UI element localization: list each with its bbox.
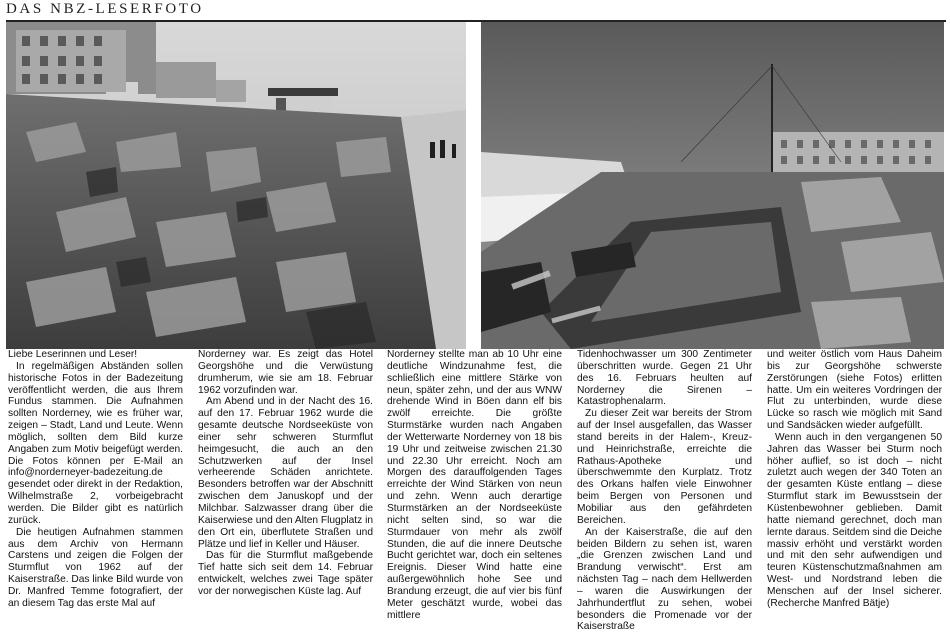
photo-right-image	[481, 22, 944, 349]
article-column-1	[8, 349, 183, 637]
article-paragraph: Tidenhochwasser um 300 Zentimeter überschritten wurde. Gegen 21 Uhr des 16. Februars heulten auf Norderney die Sirenen – Katastrophenalarm.	[577, 349, 752, 408]
photo-left	[6, 22, 466, 349]
article-column-3	[387, 349, 562, 637]
article-paragraph: Am Abend und in der Nacht des 16. auf den 17. Februar 1962 wurde die gesamte deutsche Nordseeküste von einer sehr schweren Sturmflut heimgesucht, die auch an den Schutzwerken auf der Insel verheerende Schäden anrichtete. Besonders betroffen war der Abschnitt zwischen dem Januskopf und der Milchbar. Salzwasser drang über die Kaiserwiese und den Alten Flugplatz in den Ort ein, überflutete Straßen und Plätze und lief in Keller und Häuser.	[198, 396, 373, 550]
article-salutation: Liebe Leserinnen und Leser!	[8, 349, 138, 360]
article-paragraph: Zu dieser Zeit war bereits der Strom auf der Insel ausgefallen, das Wasser stand bereits in der Halem-, Kreuz- und Heinrichstraße, erreichte die Rathaus-Apotheke und überschwemmte den Kurplatz. Trotz des Orkans halfen viele Einwohner beim Bergen von Personen und Mobiliar aus den gefährdeten Bereichen.	[577, 408, 752, 526]
article-paragraph: und weiter östlich vom Haus Daheim bis zur Georgshöhe schwerste Zerstörungen (siehe Fotos) erlitten hatte. Um ein weiteres Vordringen der Flut zu unterbinden, wurde diese Lücke so rasch wie möglich mit Sand und Sandsäcken wieder aufgefüllt.	[767, 349, 942, 432]
article-paragraph: In regelmäßigen Abständen sollen historische Fotos in der Badezeitung veröffentlicht werden, die aus Ihrem Fundus stammen. Die Aufnahmen sollten Norderney, wie es früher war, zeigen – Stadt, Land und Leute. Wenn möglich, sollten dem Bild kurze Angaben zum Motiv beigefügt werden. Die Fotos können per E-Mail an info@norderneyer-badezeitung.de gesendet oder direkt in der Redaktion, Wilhelmstraße 2, vorbeigebracht werden. Die Bilder gibt es natürlich zurück.	[8, 360, 183, 526]
photo-left-image	[6, 22, 466, 349]
article-paragraph: An der Kaiserstraße, die auf den beiden Bildern zu sehen ist, waren „die Grenzen zwischen Land und Brandung verwischt“. Erst am nächsten Tag – nach dem Hellwerden – waren die Auswirkungen der Jahrhundertflut zu sehen, wobei besonders die Promenade vor der Kaiserstraße	[577, 526, 752, 633]
photo-right	[481, 22, 944, 349]
article-paragraph: Norderney stellte man ab 10 Uhr eine deutliche Windzunahme fest, die schließlich eine mittlere Stärke von neun, später zehn, und der aus WNW drehende Wind in Böen dann elf bis zwölf erreichte. Die größte Sturmstärke wurden nach Angaben der Wetterwarte Norderney von 18 bis 19 Uhr und zeitweise zwischen 21.30 und 22.30 Uhr erreicht. Noch am Morgen des darauffolgenden Tages erreichte der Wind Stärken von neun und zehn. Wenn auch derartige Sturmstärken an der Nordseeküste nicht selten sind, so war die Sturmdauer von mehr als zwölf Stunden, die auf die innere Deutsche Bucht gerichtet war, doch ein seltenes Ereignis. Dieser Wind hatte eine außergewöhnlich hohe See und Brandung erzeugt, die auf vier bis fünf Meter geschätzt wurde, wobei das mittlere	[387, 349, 562, 621]
article-paragraph: Wenn auch in den vergangenen 50 Jahren das Wasser bei Sturm noch höher auflief, so ist doch – nicht zuletzt auch wegen der 340 Toten an der gesamten Küste entlang – diese Sturmflut stark im Bewusstsein der Küstenbewohner geblieben. Damit hatte niemand gerechnet, doch man lernte daraus. Seitdem sind die Deiche massiv erhöht und verstärkt worden und mit den sehr aufwendigen und teuren Küstenschutzmaßnahmen am West- und Nordstrand leben die Menschen auf der Insel sicherer. (Recherche Manfred Bätje)	[767, 431, 942, 609]
article-column-2	[198, 349, 373, 637]
page-header	[6, 0, 946, 22]
article-column-4	[577, 349, 752, 637]
article-column-5	[767, 349, 942, 637]
article-paragraph: Norderney war. Es zeigt das Hotel Georgshöhe und die Verwüstung drumherum, wie sie am 18. Februar 1962 vorzufinden war.	[198, 349, 373, 396]
article-paragraph: Die heutigen Aufnahmen stammen aus dem Archiv von Hermann Carstens und zeigen die Folgen der Sturmflut von 1962 auf der Kaiserstraße. Das linke Bild wurde von Dr. Manfred Temme fotografiert, der an diesem Tag das erste Mal auf	[8, 526, 183, 609]
header-title: DAS NBZ-LESERFOTO	[6, 1, 204, 17]
article-paragraph: Das für die Sturmflut maßgebende Tief hatte sich seit dem 14. Februar entwickelt, welches zwei Tage später vor der norwegischen Küste lag. Auf	[198, 550, 373, 597]
